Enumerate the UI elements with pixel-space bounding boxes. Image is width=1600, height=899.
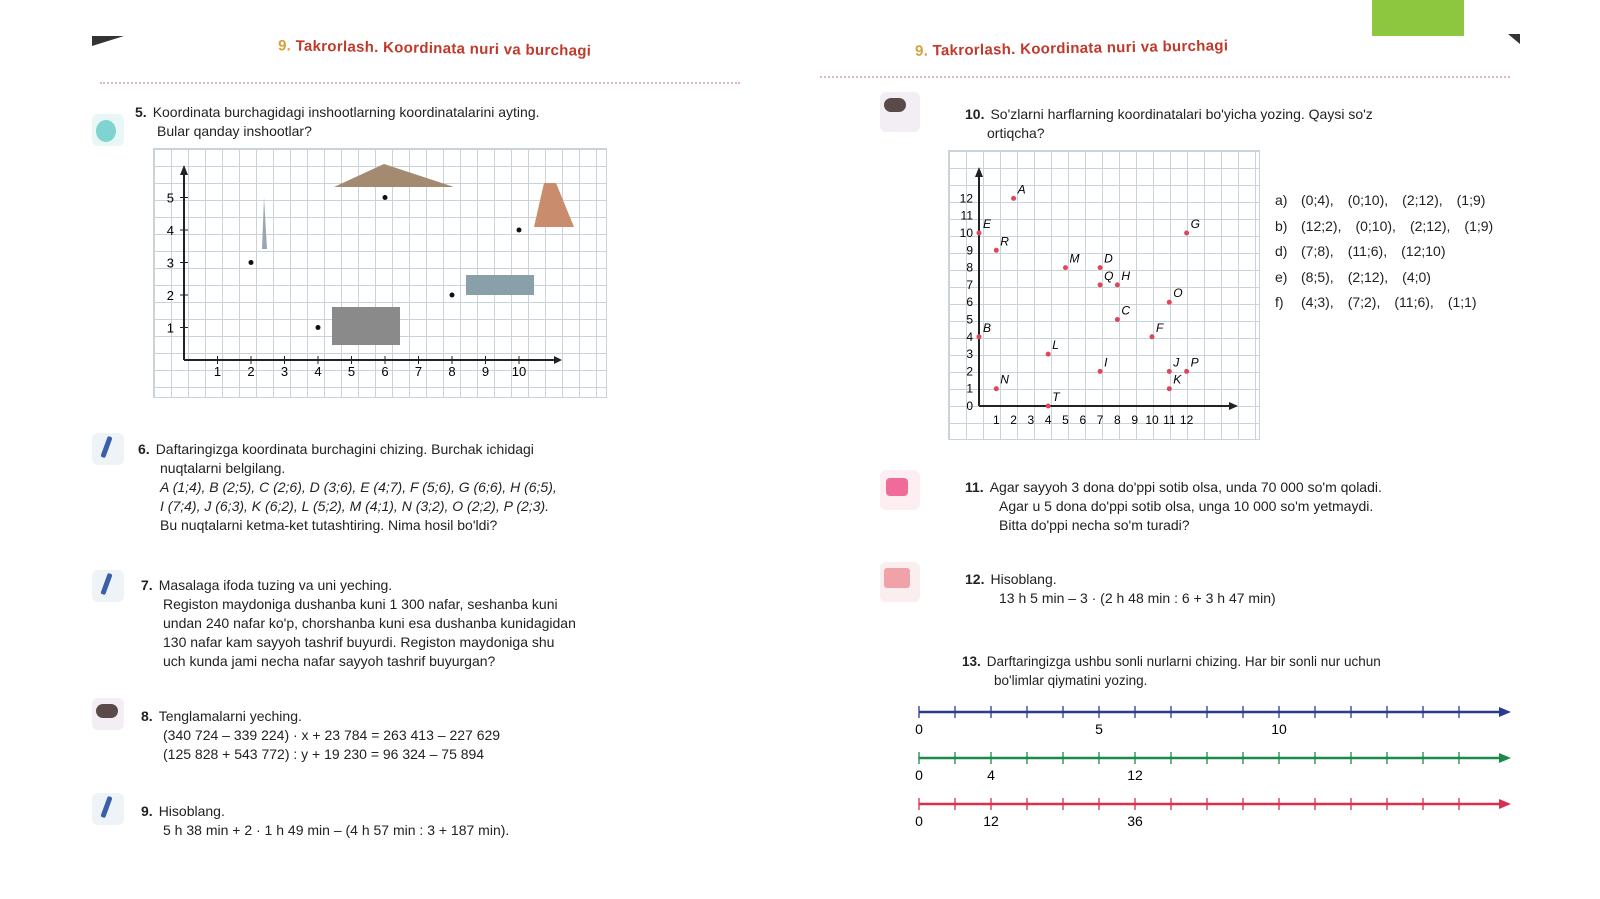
- data-point: [517, 228, 522, 233]
- y-tick-label: 3: [966, 347, 973, 362]
- number-line-label: 5: [1095, 721, 1103, 737]
- task-12: [965, 570, 1276, 608]
- y-tick-label: 11: [960, 208, 973, 223]
- answer-choices: [1275, 188, 1507, 316]
- y-tick-label: 10: [959, 226, 973, 240]
- x-tick-label: 6: [1079, 413, 1087, 427]
- x-tick-label: 8: [448, 364, 456, 379]
- data-point: [1098, 282, 1103, 287]
- y-tick-label: 5: [966, 312, 973, 327]
- y-axis-arrow: [975, 167, 983, 177]
- pencil-icon: [92, 570, 124, 602]
- x-tick-label: 1: [213, 364, 222, 379]
- task-text: Registon maydoniga dushanba kuni 1 300 nafar, seshanba kuni: [163, 596, 558, 612]
- choice-row: [1275, 214, 1507, 240]
- point-label: B: [983, 320, 992, 335]
- data-point: [1011, 196, 1016, 201]
- y-tick-label: 9: [966, 243, 973, 258]
- task-13: [962, 652, 1381, 690]
- children-icon: [880, 92, 920, 132]
- equation: (125 828 + 543 772) : y + 19 230 = 96 324 – 75 894: [163, 746, 485, 762]
- data-point: [316, 325, 321, 330]
- header-divider-left: [100, 82, 740, 84]
- choice-label: a): [1275, 192, 1288, 208]
- y-tick-label: 7: [966, 277, 973, 292]
- coordinate-grid-5: [153, 148, 607, 398]
- expression: 13 h 5 min – 3 · (2 h 48 min : 6 + 3 h 47 min): [999, 590, 1276, 606]
- chapter-title: Takrorlash. Koordinata nuri va burchagi: [295, 37, 592, 60]
- task-text: ortiqcha?: [987, 125, 1045, 141]
- number-line-label: 10: [1271, 721, 1287, 737]
- point-label: H: [1121, 268, 1131, 283]
- task-text: Koordinata burchagidagi inshootlarning koordinatalarini ayting.: [152, 104, 540, 120]
- coordinate-chart-5: [154, 149, 606, 397]
- coord-value: (7;2),: [1347, 294, 1381, 310]
- coord-value: (4;3),: [1301, 294, 1334, 310]
- coord-value: (1;9): [1464, 217, 1494, 234]
- point-label: D: [1104, 251, 1113, 266]
- task-text: Darftaringizga ushbu sonli nurlarni chizing. Har bir sonli nur uchun: [986, 654, 1381, 669]
- point-label: P: [1190, 355, 1199, 370]
- point-label: L: [1052, 338, 1059, 353]
- children-icon: [92, 698, 124, 730]
- building-madrasa-image: [332, 307, 400, 345]
- x-tick-label: 5: [347, 364, 356, 379]
- number-line-label: 0: [915, 721, 923, 737]
- coord-value: (11;6),: [1347, 243, 1388, 259]
- building-tv-tower-image: [262, 197, 267, 249]
- coordinate-grid-10: [948, 150, 1260, 440]
- puzzle-icon: [880, 470, 920, 510]
- task-5: [135, 103, 540, 141]
- task-text: Agar sayyoh 3 dona do'ppi sotib olsa, unda 70 000 so'm qoladi.: [989, 479, 1382, 495]
- x-tick-label: 9: [481, 364, 490, 379]
- y-tick-label: 3: [166, 255, 174, 271]
- task-number: 9.: [141, 803, 153, 819]
- task-points: I (7;4), J (6;3), K (6;2), L (5;2), M (4;1), N (3;2), O (2;2), P (2;3).: [160, 498, 549, 514]
- x-tick-label: 4: [1044, 413, 1052, 427]
- pencil-icon: [92, 793, 124, 825]
- task-text: undan 240 nafar ko'p, chorshanba kuni esa dushanba kunidagidan: [163, 615, 576, 631]
- point-label: N: [1000, 372, 1009, 387]
- coord-value: (2;12),: [1402, 192, 1443, 208]
- coord-value: (1;9): [1456, 192, 1486, 208]
- point-label: R: [1000, 234, 1009, 249]
- y-tick-label: 6: [966, 295, 973, 310]
- task-text: Tenglamalarni yeching.: [158, 708, 302, 724]
- point-label: E: [983, 217, 992, 231]
- point-label: T: [1052, 390, 1060, 404]
- data-point: [977, 334, 982, 339]
- task-number: 12.: [965, 571, 985, 587]
- x-tick-label: 10: [1145, 413, 1159, 427]
- data-point: [249, 260, 254, 265]
- point-label: J: [1173, 355, 1180, 370]
- point-label: G: [1190, 217, 1200, 231]
- task-text: Hisoblang.: [990, 571, 1057, 587]
- chapter-number: 9.: [914, 42, 929, 60]
- choice-row: [1275, 239, 1507, 265]
- y-tick-label: 2: [166, 288, 174, 303]
- data-point: [450, 293, 455, 298]
- task-number: 13.: [962, 654, 981, 669]
- y-tick-label: 2: [966, 364, 973, 379]
- number-lines: [915, 698, 1515, 843]
- x-tick-label: 6: [381, 364, 389, 379]
- x-tick-label: 2: [247, 364, 255, 379]
- building-dome-image: [334, 164, 454, 187]
- data-point: [1115, 317, 1120, 322]
- chapter-title: Takrorlash. Koordinata nuri va burchagi: [932, 37, 1229, 60]
- task-text: So'zlarni harflarning koordinatalari bo'yicha yozing. Qaysi so'z: [990, 106, 1373, 122]
- house-icon: [880, 562, 920, 602]
- number-line-label: 36: [1127, 813, 1143, 829]
- task-text: uch kunda jami necha nafar sayyoh tashrif buyurgan?: [163, 653, 496, 669]
- choice-row: [1275, 290, 1507, 316]
- task-text: Daftaringizga koordinata burchagini chizing. Burchak ichidagi: [155, 441, 534, 457]
- coordinate-chart-10: [949, 151, 1259, 439]
- building-theater-image: [466, 275, 534, 295]
- data-point: [1046, 404, 1051, 409]
- data-point: [1184, 369, 1189, 374]
- point-label: K: [1173, 372, 1182, 387]
- coord-value: (0;10),: [1347, 192, 1389, 208]
- task-number: 5.: [135, 104, 147, 120]
- task-6: [138, 440, 557, 535]
- y-tick-label: 8: [966, 260, 973, 275]
- data-point: [383, 195, 388, 200]
- coord-value: (12;10): [1401, 243, 1446, 259]
- task-text: nuqtalarni belgilang.: [160, 460, 286, 476]
- equation: (340 724 – 339 224) · x + 23 784 = 263 413 – 227 629: [163, 727, 501, 743]
- y-tick-label: 4: [166, 223, 174, 238]
- data-point: [1167, 386, 1172, 391]
- task-text: Bitta do'ppi necha so'm turadi?: [999, 517, 1190, 533]
- point-label: Q: [1104, 268, 1114, 283]
- task-10: [965, 105, 1373, 143]
- data-point: [977, 231, 982, 236]
- task-text: Masalaga ifoda tuzing va uni yeching.: [158, 577, 393, 593]
- x-tick-label: 2: [1010, 413, 1017, 427]
- choice-label: d): [1275, 243, 1288, 259]
- coord-value: (4;0): [1402, 268, 1431, 285]
- choice-label: e): [1275, 268, 1288, 285]
- x-tick-label: 7: [414, 364, 423, 379]
- building-tower-image: [534, 183, 574, 227]
- pencil-icon: [92, 433, 124, 465]
- page-header-right: [915, 37, 1228, 59]
- y-axis-arrow: [180, 165, 188, 175]
- x-tick-label: 11: [1163, 413, 1176, 427]
- lightbulb-icon: [92, 114, 124, 146]
- x-axis-arrow: [1229, 402, 1238, 410]
- task-number: 6.: [138, 441, 150, 457]
- coord-value: (7;8),: [1301, 243, 1334, 259]
- x-tick-label: 8: [1114, 413, 1121, 427]
- x-tick-label: 9: [1131, 413, 1139, 427]
- data-point: [1063, 265, 1068, 270]
- page-header-left: [278, 37, 591, 59]
- number-line-label: 0: [915, 767, 923, 783]
- choice-label: f): [1275, 294, 1284, 310]
- header-divider-right: [820, 76, 1510, 78]
- y-tick-label: 1: [166, 320, 174, 336]
- data-point: [1167, 300, 1172, 305]
- coord-value: (11;6),: [1394, 294, 1434, 310]
- data-point: [1184, 231, 1189, 236]
- coord-value: (0;4),: [1301, 192, 1334, 208]
- y-tick-label: 5: [166, 190, 174, 206]
- task-number: 11.: [965, 479, 984, 495]
- point-label: C: [1121, 303, 1131, 318]
- task-points: A (1;4), B (2;5), C (2;6), D (3;6), E (4;7), F (5;6), G (6;6), H (6;5),: [160, 479, 557, 495]
- choice-row: [1275, 265, 1507, 291]
- y-tick-label: 1: [966, 381, 973, 396]
- page-corner-left: [92, 36, 124, 46]
- task-11: [965, 478, 1382, 535]
- number-line-label: 12: [1127, 767, 1143, 783]
- chapter-number: 9.: [277, 37, 292, 55]
- task-number: 7.: [141, 577, 153, 593]
- task-text: Agar u 5 dona do'ppi sotib olsa, unga 10 000 so'm yetmaydi.: [999, 498, 1374, 514]
- number-line-label: 0: [915, 813, 923, 829]
- x-tick-label: 4: [314, 364, 322, 379]
- data-point: [994, 248, 999, 253]
- number-line-label: 4: [987, 767, 995, 783]
- point-label: F: [1156, 320, 1164, 335]
- coord-value: (2;12),: [1409, 217, 1451, 234]
- coord-value: (8;5),: [1301, 268, 1334, 285]
- choice-label: b): [1275, 217, 1288, 234]
- task-8: [141, 707, 500, 764]
- task-text: Hisoblang.: [158, 803, 225, 819]
- point-label: O: [1173, 286, 1183, 301]
- x-tick-label: 12: [1179, 413, 1194, 427]
- data-point: [1167, 369, 1172, 374]
- choice-row: [1275, 188, 1507, 214]
- task-number: 8.: [141, 708, 153, 724]
- data-point: [994, 386, 999, 391]
- data-point: [1150, 334, 1155, 339]
- coord-value: (12;2),: [1301, 217, 1342, 234]
- number-line-label: 12: [983, 813, 999, 829]
- task-text: 130 nafar kam sayyoh tashrif buyurdi. Registon maydoniga shu: [163, 634, 555, 650]
- page-corner-right: [1508, 34, 1520, 44]
- data-point: [1098, 369, 1103, 374]
- x-tick-label: 1: [992, 413, 1000, 427]
- data-point: [1098, 265, 1103, 270]
- x-tick-label: 7: [1096, 413, 1104, 427]
- expression: 5 h 38 min + 2 · 1 h 49 min – (4 h 57 min : 3 + 187 min).: [163, 822, 510, 838]
- point-label: I: [1104, 355, 1108, 370]
- x-axis-arrow: [554, 356, 562, 364]
- number-line-arrow: [1499, 753, 1511, 763]
- task-7: [141, 576, 576, 671]
- coord-value: (0;10),: [1355, 217, 1396, 234]
- task-9: [141, 802, 509, 840]
- x-tick-label: 3: [280, 364, 289, 379]
- task-text: Bu nuqtalarni ketma-ket tutashtiring. Nima hosil bo'ldi?: [160, 517, 498, 533]
- data-point: [1115, 282, 1120, 287]
- y-tick-label: 4: [966, 329, 973, 344]
- x-tick-label: 3: [1027, 413, 1035, 427]
- task-text: bo'limlar qiymatini yozing.: [994, 673, 1148, 688]
- y-tick-label: 12: [959, 191, 973, 206]
- coord-value: (1;1): [1447, 294, 1477, 310]
- x-tick-label: 5: [1062, 413, 1069, 427]
- data-point: [1046, 352, 1051, 357]
- y-tick-label: 0: [966, 399, 973, 413]
- page-tab-marker: [1372, 0, 1464, 36]
- number-line-arrow: [1499, 799, 1511, 809]
- task-text: Bular qanday inshootlar?: [157, 123, 312, 139]
- x-tick-label: 10: [511, 364, 527, 379]
- number-line-arrow: [1499, 707, 1511, 717]
- task-number: 10.: [965, 106, 985, 122]
- coord-value: (2;12),: [1347, 268, 1389, 285]
- point-label: M: [1069, 251, 1080, 266]
- point-label: A: [1017, 182, 1026, 197]
